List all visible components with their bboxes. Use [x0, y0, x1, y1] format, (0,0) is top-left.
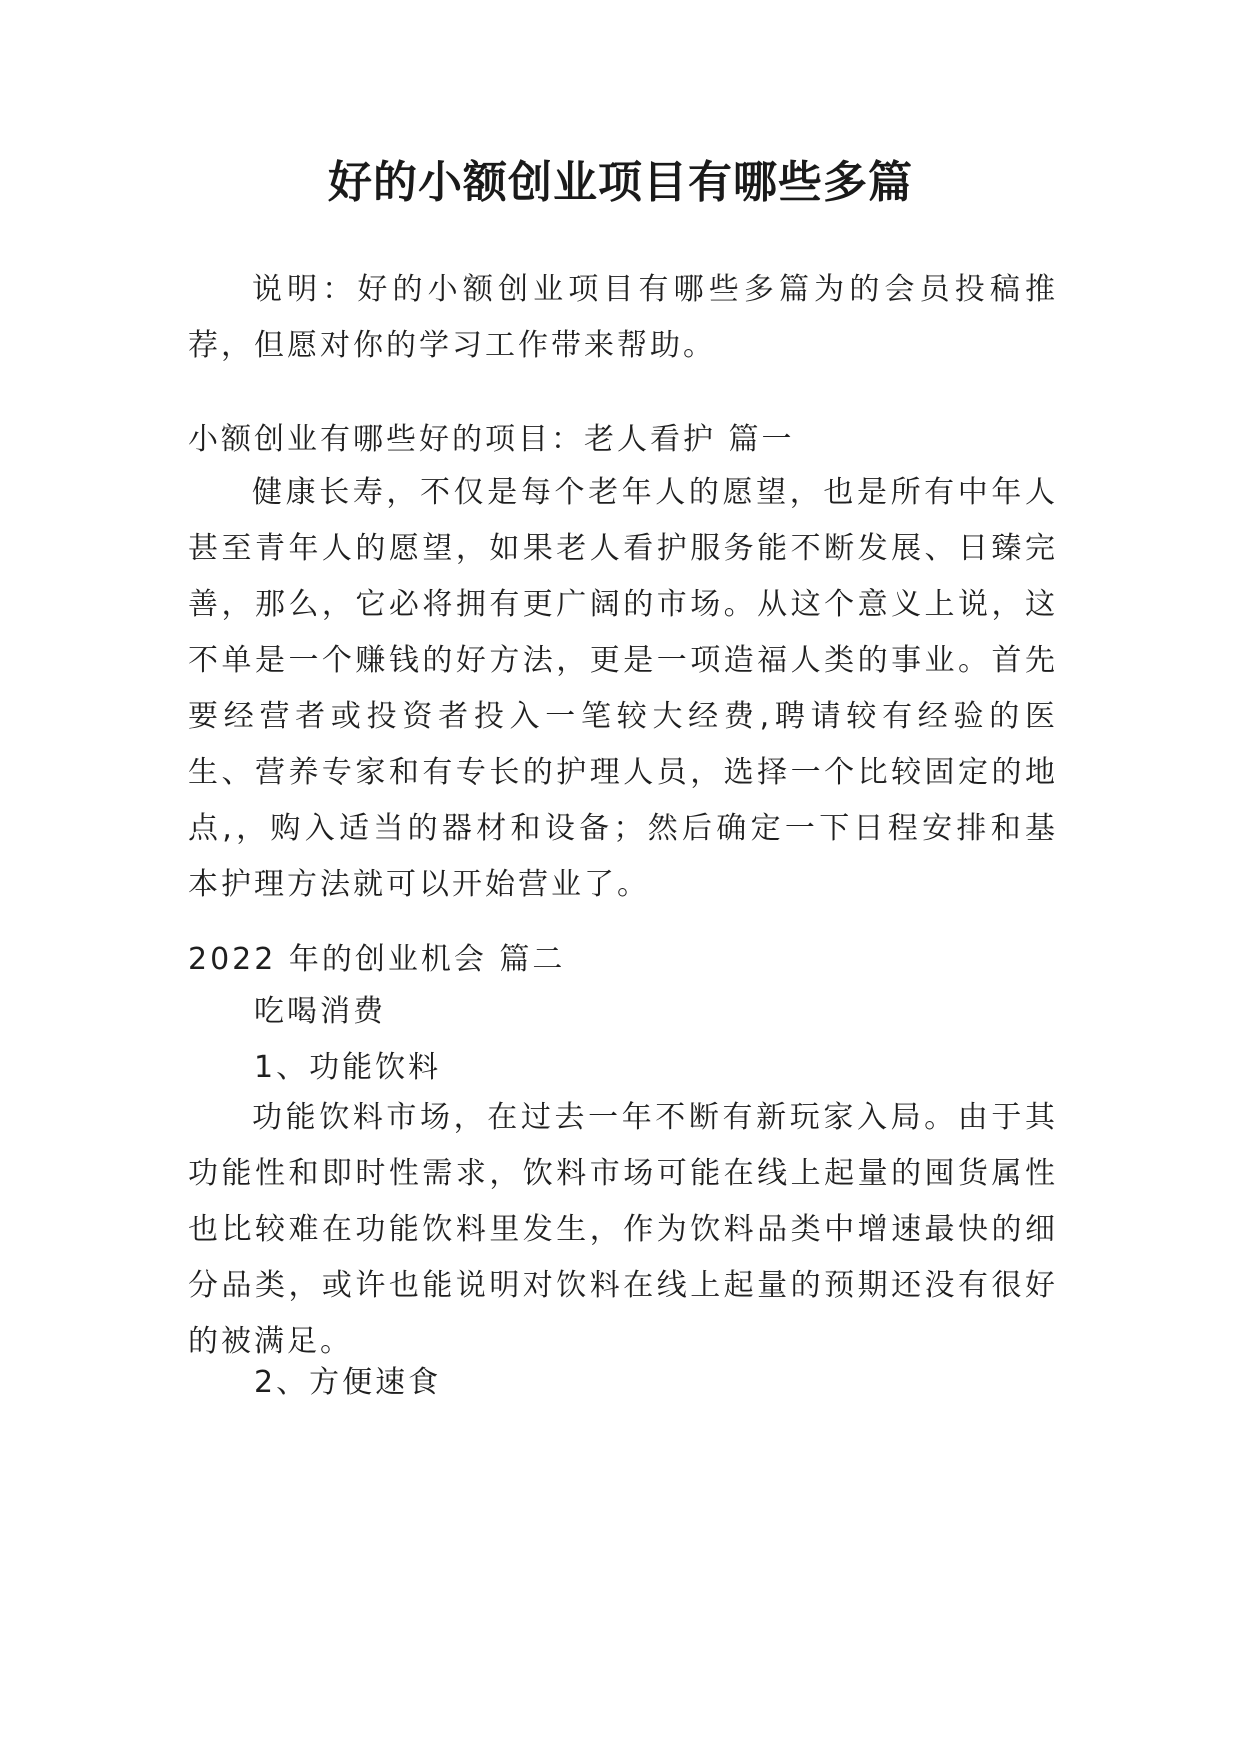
section1-heading: 小额创业有哪些好的项目：老人看护 篇一 — [188, 422, 795, 457]
item2-title: 2、方便速食 — [254, 1365, 442, 1400]
document-title: 好的小额创业项目有哪些多篇 — [328, 157, 913, 208]
intro-paragraph: 说明：好的小额创业项目有哪些多篇为的会员投稿推荐，但愿对你的学习工作带来帮助。 — [188, 272, 1058, 363]
section2-subheading: 吃喝消费 — [254, 994, 386, 1029]
item1-paragraph: 功能饮料市场，在过去一年不断有新玩家入局。由于其功能性和即时性需求，饮料市场可能在线上起量的囤货属性也比较难在功能饮料里发生，作为饮料品类中增速最快的细分品类，或许也能说明对饮料在线上起量的预期还没有很好的被满足。 — [188, 1100, 1058, 1359]
section2-heading: 2022 年的创业机会 篇二 — [188, 942, 566, 977]
item1-title: 1、功能饮料 — [254, 1050, 442, 1085]
section1-paragraph: 健康长寿，不仅是每个老年人的愿望，也是所有中年人甚至青年人的愿望，如果老人看护服务能不断发展、日臻完善，那么，它必将拥有更广阔的市场。从这个意义上说，这不单是一个赚钱的好方法，更是一项造福人类的事业。首先要经营者或投资者投入一笔较大经费,聘请较有经验的医生、营养专家和有专长的护理人员，选择一个比较固定的地点,，购入适当的器材和设备；然后确定一下日程安排和基本护理方法就可以开始营业了。 — [188, 475, 1058, 902]
